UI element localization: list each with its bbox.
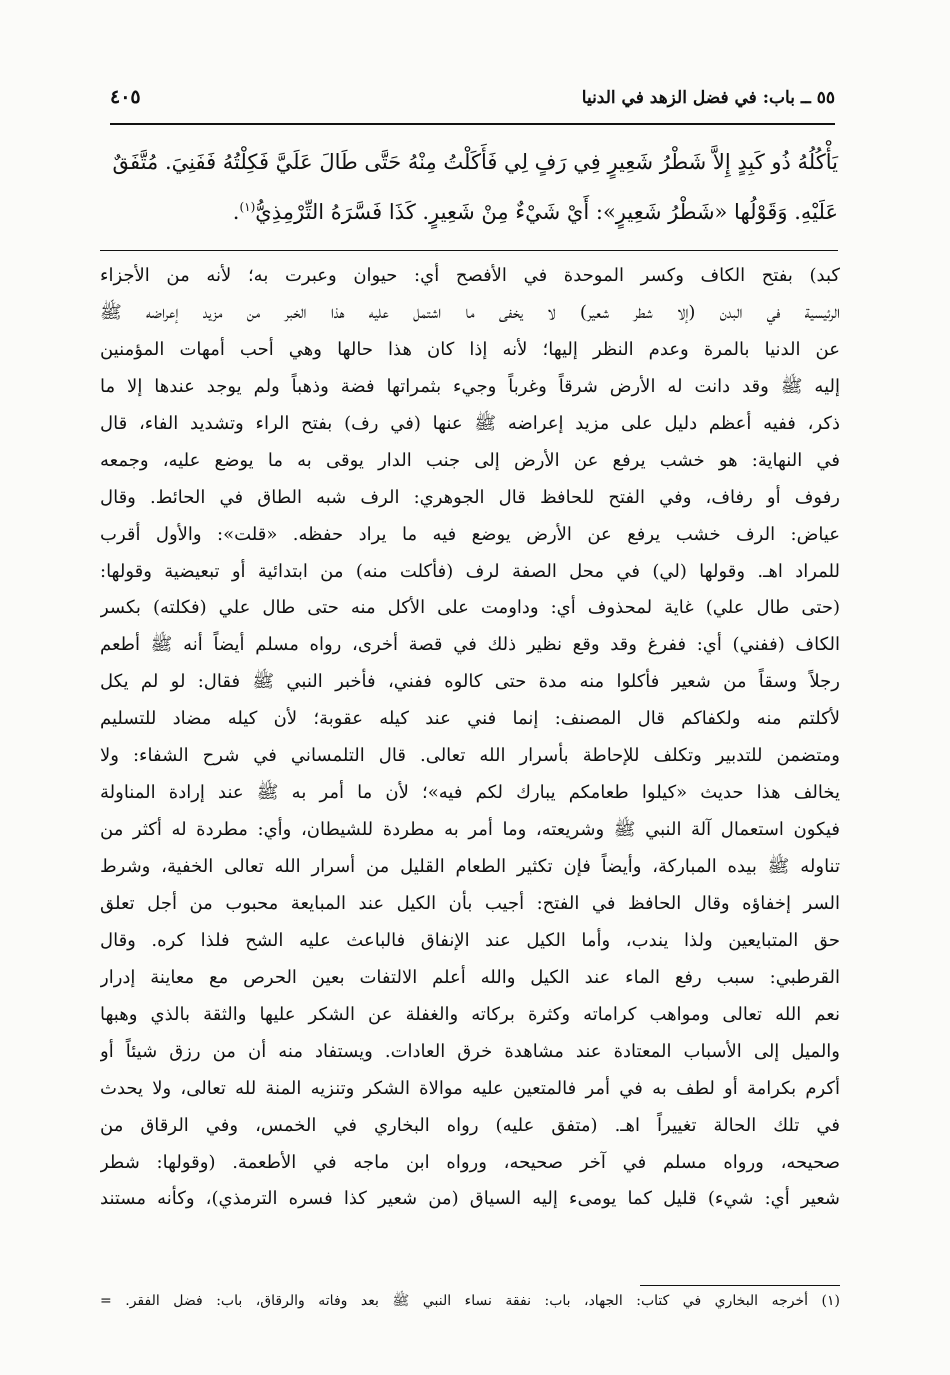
commentary-line: صحيحه، ورواه مسلم في آخر صحيحه، ورواه ابن ماجه في الأطعمة. (وقولها: شطر (100, 1151, 840, 1173)
commentary-line: والميل إلى الأسباب المعتادة عند مشاهدة خرق العادات. ويستفاد منه أن من رزق شيئاً أو (100, 1040, 840, 1062)
commentary-line: حق المتبايعين ولذا يندب، وأما الكيل عند الإنفاق فالباعث عليه الشح فلذا كره. وقال (100, 929, 840, 951)
page-number: ٤٠٥ (110, 86, 141, 108)
commentary-line: عياض: الرف خشب يرفع عن الأرض يوضع فيه ما يراد حفظه. «قلت»: والأول أقرب (100, 523, 840, 545)
commentary-line: الرئيسية في البدن (إلا شطر شعير) لا يخفى ما اشتمل عليه هذا الخبر من مزيد إعراضه ﷺ (100, 301, 840, 323)
commentary-line: نعم الله تعالى ومواهب كراماته وكثرة بركاته والغفلة عن الشكر عليها والثقة بالذي وهبها (100, 1003, 840, 1025)
footnote-divider (640, 1285, 840, 1286)
commentary-line: ذكر، ففيه أعظم دليل على مزيد إعراضه ﷺ عنها (في رف) بفتح الراء وتشديد الفاء، قال (100, 412, 840, 434)
commentary-line: ومتضمن للتدبير وتكلف للإحاطة بأسرار الله تعالى. قال التلمساني في شرح الشفاء: ولا (100, 745, 840, 767)
page-header (110, 84, 835, 120)
commentary-line: رجلاً وسقاً من شعير فأكلوا منه مدة حتى كالوه ففني، فأخبر النبي ﷺ فقال: لو لم يكل (100, 671, 840, 693)
commentary-line: لأكلتم منه ولكفاكم قال المصنف: إنما فني عند كيله عقوبة؛ لأن كيله مضاد للتسليم (100, 708, 840, 730)
commentary-line: في النهاية: هو خشب يرفع عن الأرض إلى جنب الدار يوقى به ما يوضع عليه، وجمعه (100, 449, 840, 471)
commentary-line: في تلك الحالة تغييراً اهـ. (متفق عليه) رواه البخاري في الخمس، وفي الرقاق من (100, 1114, 840, 1136)
chapter-title: ٥٥ ــ باب: في فضل الزهد في الدنيا (581, 88, 835, 108)
footnote: (١) أخرجه البخاري في كتاب: الجهاد، باب: نفقة نساء النبي ﷺ بعد وفاته والرقاق، باب: فضل الفقر. = (100, 1293, 840, 1309)
commentary-line: الكاف (ففني) أي: ففرغ وقد وقع نظير ذلك في قصة أخرى، رواه مسلم أيضاً أنه ﷺ أطعم (100, 634, 840, 656)
commentary-line: رفوف أو رفاف، وفي الفتح للحافظ قال الجوهري: الرف شبه الطاق في الحائط. وقال (100, 486, 840, 508)
commentary-line: (حتى طال علي) غاية لمحذوف أي: وداومت على الأكل منه حتى طال علي (فكلته) بكسر (100, 597, 840, 619)
commentary-line: فيكون استعمال آلة النبي ﷺ وشريعته، وما أمر به مطردة للشيطان، وأي: مطردة له أكثر من (100, 819, 840, 841)
commentary-line: السر إخفاؤه وقال الحافظ في الفتح: أجيب بأن الكيل عند المبايعة محبوب من أجل تعلق (100, 892, 840, 914)
commentary-line: أكرم بكرامة أو لطف به في أمر فالمتعين عليه موالاة الشكر وتنزيه المنة لله تعالى، ولا يحدث (100, 1077, 840, 1099)
text-divider (100, 250, 838, 251)
hadith-line: يَأْكُلُهُ ذُو كَبِدٍ إِلاَّ شَطْرُ شَعِيرٍ فِي رَفٍ لِي فَأَكَلْتُ مِنْهُ حَتَّى طَالَ عَلَيَّ فَكِلْتُهُ فَفَنِيَ. مُتَّفَقٌ (112, 150, 838, 174)
commentary-line: إليه ﷺ وقد دانت له الأرض شرقاً وغرباً وجيء بثمراتها فضة وذهباً ولم يوجد عندها إلا ما (100, 375, 840, 397)
footnote-marker: (١) (239, 200, 256, 214)
commentary-line: عن الدنيا بالمرة وعدم النظر إليها؛ لأنه إذا كان هذا حالها وهي أحب أمهات المؤمنين (100, 338, 840, 360)
hadith-line: عَلَيْهِ. وَقَوْلُها «شَطْرُ شَعِيرٍ»: أَيْ شَيْءٌ مِنْ شَعِيرٍ. كَذَا فَسَّرَهُ التِّرْمِذِيُّ$^{(١)}$. (232, 200, 838, 224)
commentary-line: شعير أي: شيء) قليل كما يومىء إليه السياق (من شعير كذا فسره الترمذي)، وكأنه مستند (100, 1188, 840, 1210)
commentary-line: القرطبي: سبب رفع الماء عند الكيل والله أعلم الالتفات بعين الحرص مع معاينة إدرار (100, 966, 840, 988)
commentary-line: للمراد اهـ. وقولها (لي) في محل الصفة لرف (فأكلت منه) من ابتدائية أو تبعيضية وقولها: (100, 560, 840, 582)
header-divider (110, 123, 835, 125)
hadith-text (100, 140, 838, 235)
commentary-block (100, 258, 840, 1218)
commentary-line: يخالف هذا حديث «كيلوا طعامكم يبارك لكم فيه»؛ لأن ما أمر به ﷺ عند إرادة المناولة (100, 782, 840, 804)
commentary-line: تناوله ﷺ بيده المباركة، وأيضاً فإن تكثير الطعام القليل من أسرار الله تعالى الخفية، وشرط (100, 856, 840, 877)
commentary-line: كبد) بفتح الكاف وكسر الموحدة في الأفصح أي: حيوان وعبرت به؛ لأنه من الأجزاء (100, 265, 840, 286)
